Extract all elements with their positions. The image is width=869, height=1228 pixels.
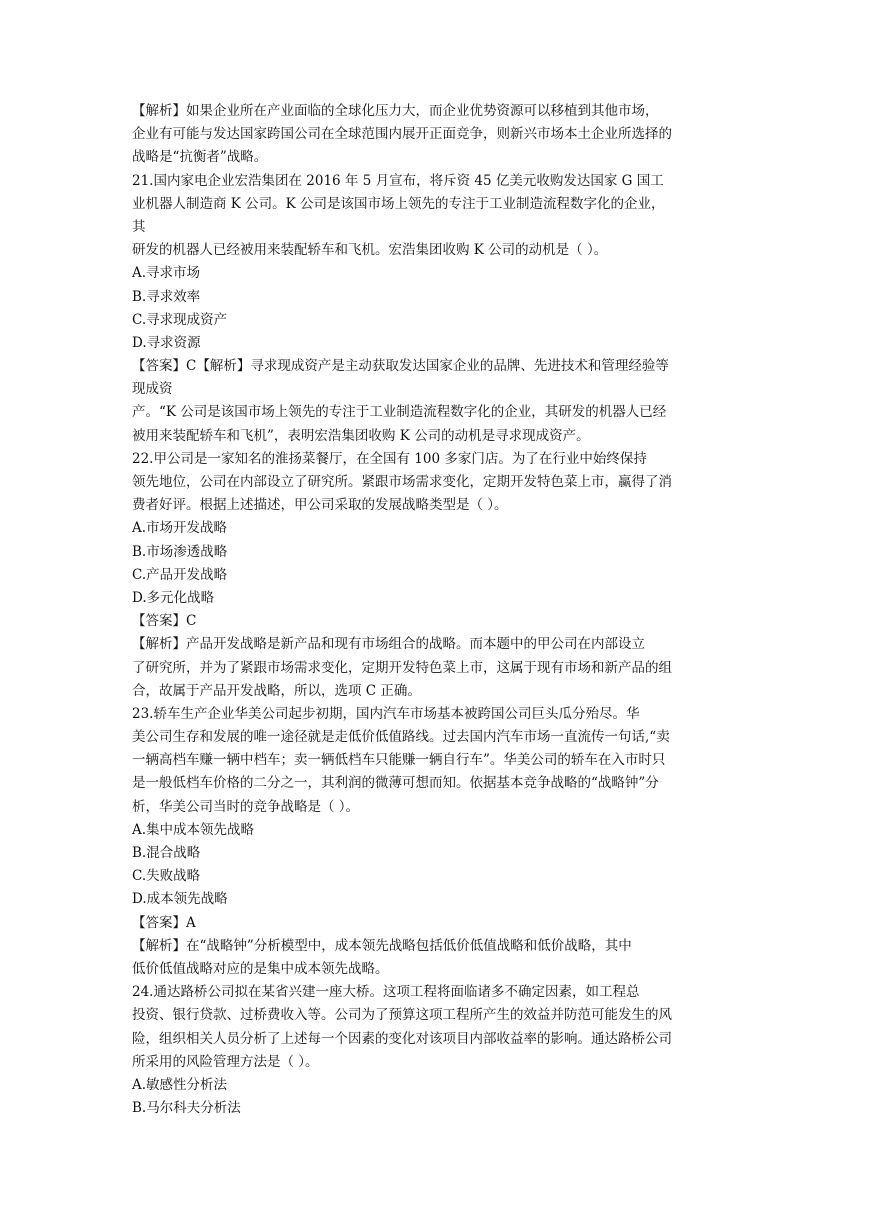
- question-22-stem: 22.甲公司是一家知名的淮扬菜餐厅，在全国有 100 多家门店。为了在行业中始终保持: [132, 450, 647, 467]
- answer-line: 【答案】C【解析】寻求现成资产是主动获取发达国家企业的品牌、先进技术和管理经验等: [132, 358, 669, 375]
- text-line: 险，组织相关人员分析了上述每一个因素的变化对该项目内部收益率的影响。通达路桥公司: [132, 1030, 672, 1047]
- option-line: D.多元化战略: [132, 589, 215, 606]
- option-line: B.寻求效率: [132, 288, 201, 305]
- analysis-line: 【解析】产品开发战略是新产品和现有市场组合的战略。而本题中的甲公司在内部设立: [132, 636, 645, 653]
- text-line: 合，故属于产品开发战略，所以，选项 C 正确。: [132, 682, 421, 699]
- text-line: 其: [132, 218, 146, 235]
- text-line: 低价低值战略对应的是集中成本领先战略。: [132, 960, 389, 977]
- option-line: A.敏感性分析法: [132, 1076, 228, 1093]
- text-line: 所采用的风险管理方法是（ ）。: [132, 1053, 319, 1070]
- option-line: D.寻求资源: [132, 334, 201, 351]
- text-line: 被用来装配轿车和飞机”，表明宏浩集团收购 K 公司的动机是寻求现成资产。: [132, 427, 590, 444]
- option-line: C.产品开发战略: [132, 566, 228, 583]
- option-line: A.市场开发战略: [132, 520, 228, 537]
- answer-line: 【答案】C: [132, 613, 197, 630]
- text-line: 美公司生存和发展的唯一途径就是走低价低值路线。过去国内汽车市场一直流传一句话,“卖: [132, 729, 670, 746]
- option-line: D.成本领先战略: [132, 891, 228, 908]
- text-line: 产。“K 公司是该国市场上领先的专注于工业制造流程数字化的企业，其研发的机器人已经: [132, 404, 667, 421]
- text-line: 企业有可能与发达国家跨国公司在全球范围内展开正面竞争，则新兴市场本土企业所选择的: [132, 126, 672, 143]
- analysis-line: 【解析】在“战略钟”分析模型中，成本领先战略包括低价低值战略和低价战略，其中: [132, 937, 632, 954]
- option-line: B.混合战略: [132, 845, 201, 861]
- answer-line: 【答案】A: [132, 914, 196, 931]
- question-23-stem: 23.轿车生产企业华美公司起步初期，国内汽车市场基本被跨国公司巨头瓜分殆尽。华: [132, 705, 640, 722]
- text-line: 一辆高档车赚一辆中档车；卖一辆低档车只能赚一辆自行车”。华美公司的轿车在入市时只: [132, 752, 666, 769]
- question-24-stem: 24.通达路桥公司拟在某省兴建一座大桥。这项工程将面临诸多不确定因素，如工程总: [132, 984, 640, 1001]
- text-line: 研发的机器人已经被用来装配轿车和飞机。宏浩集团收购 K 公司的动机是（ ）。: [132, 242, 608, 259]
- text-line: 了研究所，并为了紧跟市场需求变化，定期开发特色菜上市，这属于现有市场和新产品的组: [132, 659, 672, 676]
- text-line: 业机器人制造商 K 公司。K 公司是该国市场上领先的专注于工业制造流程数字化的企业，: [132, 195, 665, 212]
- document-page: [132, 100, 742, 1120]
- option-line: C.寻求现成资产: [132, 311, 228, 328]
- text-line: 领先地位，公司在内部设立了研究所。紧跟市场需求变化，定期开发特色菜上市，赢得了消: [132, 474, 672, 490]
- text-line: 析，华美公司当时的竞争战略是（ ）。: [132, 798, 360, 815]
- option-line: C.失败战略: [132, 868, 201, 885]
- text-line: 是一般低档车价格的二分之一，其利润的微薄可想而知。依据基本竞争战略的“战略钟”分: [132, 775, 659, 792]
- text-line: 费者好评。根据上述描述，甲公司采取的发展战略类型是（ ）。: [132, 497, 508, 514]
- text-line: 现成资: [132, 381, 173, 398]
- text-line: 战略是“抗衡者”战略。: [132, 149, 268, 166]
- text-line: 【解析】如果企业所在产业面临的全球化压力大，而企业优势资源可以移植到其他市场，: [132, 103, 659, 119]
- text-line: 投资、银行贷款、过桥费收入等。公司为了预算这项工程所产生的效益并防范可能发生的风: [132, 1007, 672, 1024]
- option-line: A.寻求市场: [132, 265, 201, 282]
- question-21-stem: 21.国内家电企业宏浩集团在 2016 年 5 月宣布，将斥资 45 亿美元收购发达国家 G 国工: [132, 172, 664, 189]
- option-line: B.市场渗透战略: [132, 543, 228, 560]
- option-line: B.马尔科夫分析法: [132, 1100, 241, 1117]
- option-line: A.集中成本领先战略: [132, 821, 255, 838]
